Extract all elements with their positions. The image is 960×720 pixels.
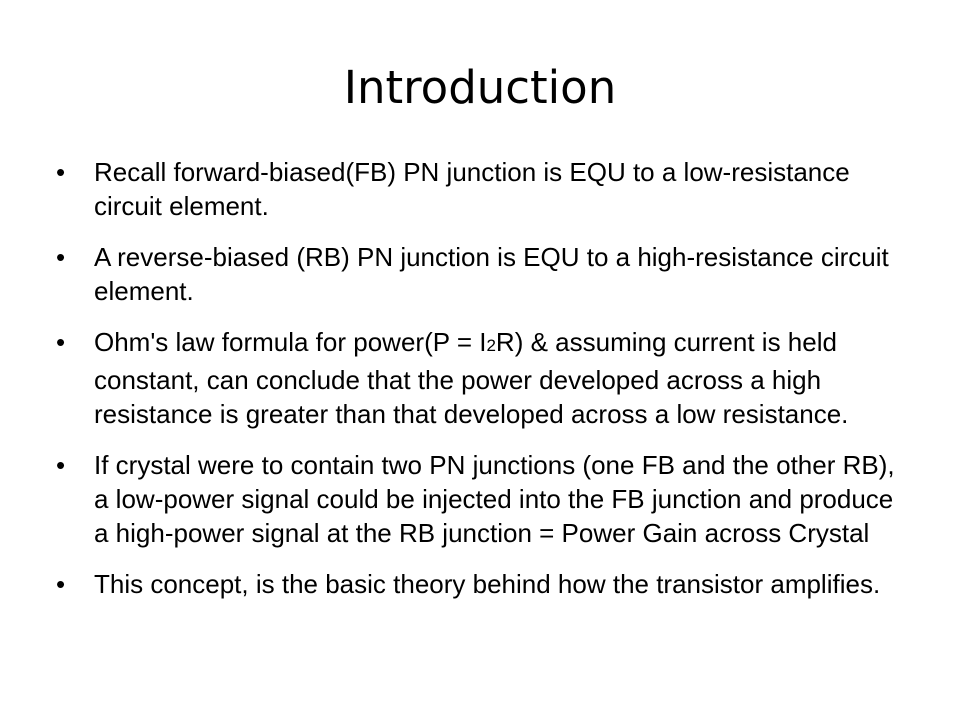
bullet-marker-icon: • [56,327,66,357]
bullet-text-before: Ohm's law formula for power(P = I [94,327,487,357]
bullet-item-ohms-law [56,325,906,431]
bullet-text: This concept, is the basic theory behind how the transistor amplifies. [94,569,881,599]
bullet-marker-icon: • [56,242,66,272]
bullet-text: A reverse-biased (RB) PN junction is EQU to a high-resistance circuit element. [94,242,889,306]
bullet-text: Recall forward-biased(FB) PN junction is EQU to a low-resistance circuit element. [94,157,850,221]
bullet-text: If crystal were to contain two PN junctions (one FB and the other RB), a low-power signal could be injected into the FB junction and produce a high-power signal at the RB junction = Power Gain across Crystal [94,450,895,548]
power-exponent: 2 [486,336,496,355]
bullet-marker-icon: • [56,157,66,187]
slide-title: Introduction [343,61,617,114]
bullet-list [56,155,906,618]
bullet-item-recall-fb [56,155,906,223]
bullet-marker-icon: • [56,569,66,599]
bullet-item-two-junctions [56,448,906,550]
bullet-text-after: R) & assuming current is held constant, can conclude that the power developed across a high resistance is greater than that developed across a low resistance. [94,327,849,429]
bullet-item-reverse-biased [56,240,906,308]
bullet-item-transistor-concept [56,567,906,601]
bullet-marker-icon: • [56,450,66,480]
